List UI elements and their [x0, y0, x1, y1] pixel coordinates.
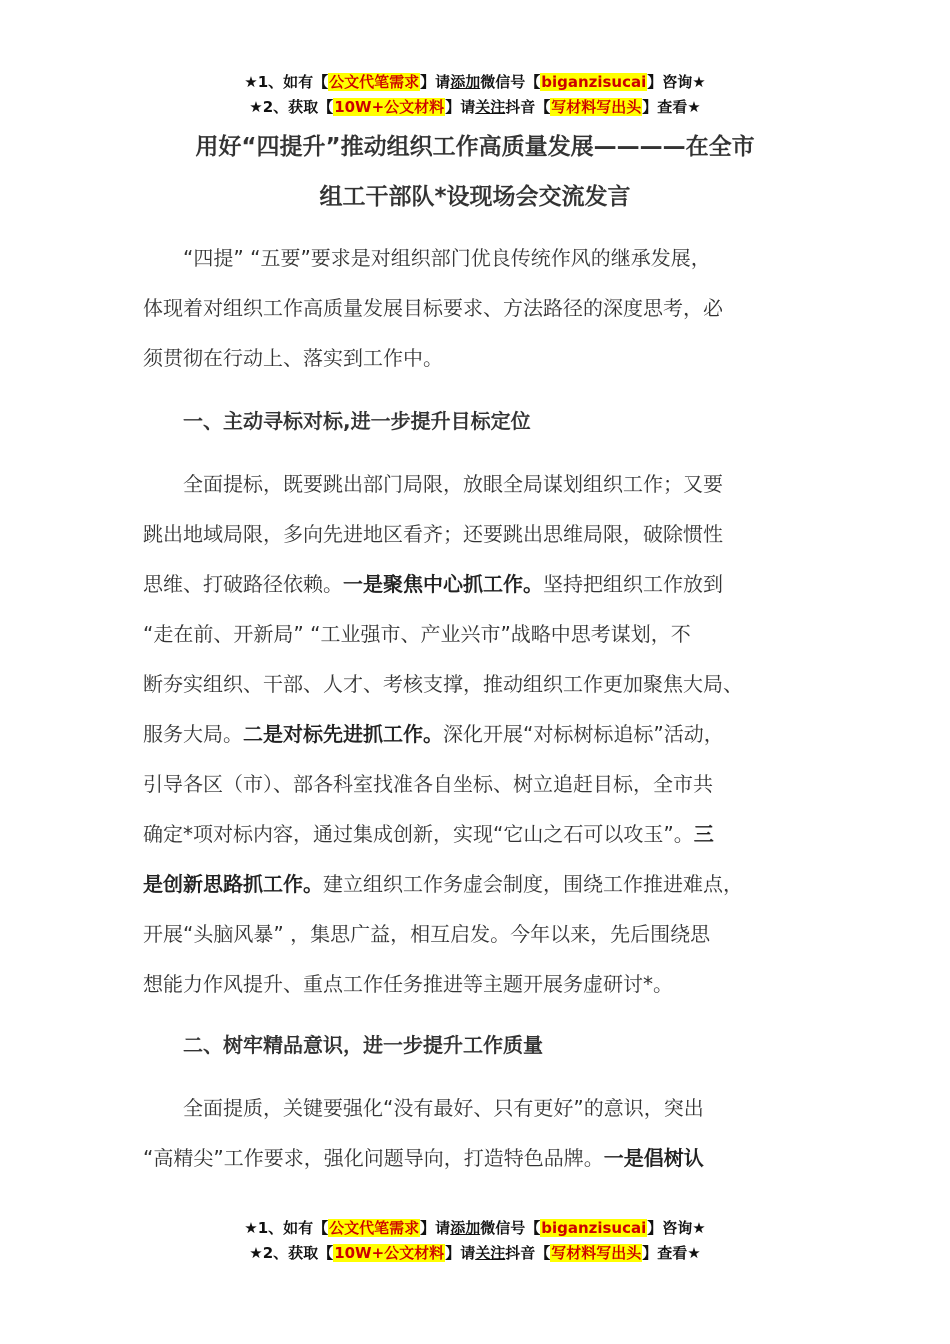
banner-highlight: biganzisucai [541, 73, 647, 91]
banner-line-2 [0, 1241, 950, 1266]
banner-text: 抖音【 [505, 1244, 551, 1262]
plain-text: 坚持把组织工作放到 [543, 572, 723, 596]
section-heading-2: 二、树牢精品意识，进一步提升工作质量 [183, 1033, 543, 1057]
banner-underlined: 添加 [450, 73, 481, 91]
banner-text: 】咨询★ [647, 73, 706, 91]
paragraph-line [143, 559, 843, 609]
top-banner [0, 70, 950, 120]
banner-highlight: biganzisucai [541, 1219, 647, 1237]
banner-text: 】查看★ [642, 98, 701, 116]
banner-highlight: 写材料写出头 [551, 1244, 642, 1262]
paragraph-line: “走在前、开新局” “工业强市、产业兴市”战略中思考谋划，不 [143, 622, 691, 646]
banner-text: 】咨询★ [647, 1219, 706, 1237]
banner-underlined: 添加 [450, 1219, 481, 1237]
paragraph-line: 引导各区（市）、部各科室找准各自坐标、树立追赶目标，全市共 [143, 772, 713, 796]
banner-text: 微信号【 [480, 1219, 541, 1237]
banner-highlight: 公文代笔需求 [329, 1219, 420, 1237]
paragraph-line: “四提” “五要”要求是对组织部门优良传统作风的继承发展， [183, 246, 711, 270]
plain-text: “高精尖”工作要求，强化问题导向，打造特色品牌。 [143, 1146, 604, 1170]
intro-paragraph [143, 233, 843, 383]
banner-highlight: 10W+公文材料 [334, 1244, 445, 1262]
banner-text: 】请 [420, 1219, 451, 1237]
banner-text: ★2、获取【 [249, 98, 334, 116]
paragraph-line: 断夯实组织、干部、人才、考核支撑，推动组织工作更加聚焦大局、 [143, 672, 743, 696]
document-title-line-2: 组工干部队*设现场会交流发言 [319, 184, 631, 210]
bold-lead-3: 是创新思路抓工作。 [143, 872, 323, 896]
banner-line-1 [0, 1216, 950, 1241]
document-title-line-1: 用好“四提升”推动组织工作高质量发展————在全市 [195, 134, 755, 160]
banner-text: ★1、如有【 [244, 1219, 329, 1237]
bottom-banner [0, 1216, 950, 1266]
banner-text: ★1、如有【 [244, 73, 329, 91]
banner-text: 】请 [445, 98, 476, 116]
banner-text: ★2、获取【 [249, 1244, 334, 1262]
paragraph-line: 开展“头脑风暴” ，集思广益，相互启发。今年以来，先后围绕思 [143, 922, 711, 946]
banner-text: 】请 [445, 1244, 476, 1262]
paragraph-line: 想能力作风提升、重点工作任务推进等主题开展务虚研讨*。 [143, 972, 673, 996]
banner-text: 抖音【 [505, 98, 551, 116]
bold-lead-2: 二是对标先进抓工作。 [243, 722, 443, 746]
plain-text: 建立组织工作务虚会制度，围绕工作推进难点， [323, 872, 743, 896]
plain-text: 服务大局。 [143, 722, 243, 746]
paragraph-line: 跳出地域局限，多向先进地区看齐；还要跳出思维局限，破除惯性 [143, 522, 723, 546]
paragraph-line: 须贯彻在行动上、落实到工作中。 [143, 346, 443, 370]
paragraph-line: 体现着对组织工作高质量发展目标要求、方法路径的深度思考，必 [143, 296, 723, 320]
banner-line-1 [0, 70, 950, 95]
paragraph-line: 全面提标，既要跳出部门局限，放眼全局谋划组织工作；又要 [183, 472, 723, 496]
banner-text: 微信号【 [480, 73, 541, 91]
section-heading-1: 一、主动寻标对标,进一步提升目标定位 [183, 409, 531, 433]
paragraph-line [143, 1133, 843, 1183]
paragraph-line: 全面提质，关键要强化“没有最好、只有更好”的意识，突出 [183, 1096, 704, 1120]
banner-highlight: 公文代笔需求 [329, 73, 420, 91]
bold-lead-1: 一是倡树认 [603, 1146, 704, 1170]
banner-text: 】查看★ [642, 1244, 701, 1262]
section-1-paragraph [143, 459, 843, 1009]
paragraph-line [143, 859, 843, 909]
paragraph-line [143, 809, 843, 859]
bold-lead-3: 三 [693, 822, 714, 846]
banner-underlined: 关注 [475, 1244, 506, 1262]
plain-text: 思维、打破路径依赖。 [143, 572, 343, 596]
bold-lead-1: 一是聚焦中心抓工作。 [343, 572, 543, 596]
banner-text: 】请 [420, 73, 451, 91]
banner-highlight: 10W+公文材料 [334, 98, 445, 116]
banner-highlight: 写材料写出头 [551, 98, 642, 116]
banner-line-2 [0, 95, 950, 120]
section-2-paragraph [143, 1083, 843, 1183]
banner-underlined: 关注 [475, 98, 506, 116]
plain-text: 深化开展“对标树标追标”活动， [443, 722, 724, 746]
paragraph-line [143, 709, 843, 759]
plain-text: 确定*项对标内容，通过集成创新，实现“它山之石可以攻玉”。 [143, 822, 694, 846]
